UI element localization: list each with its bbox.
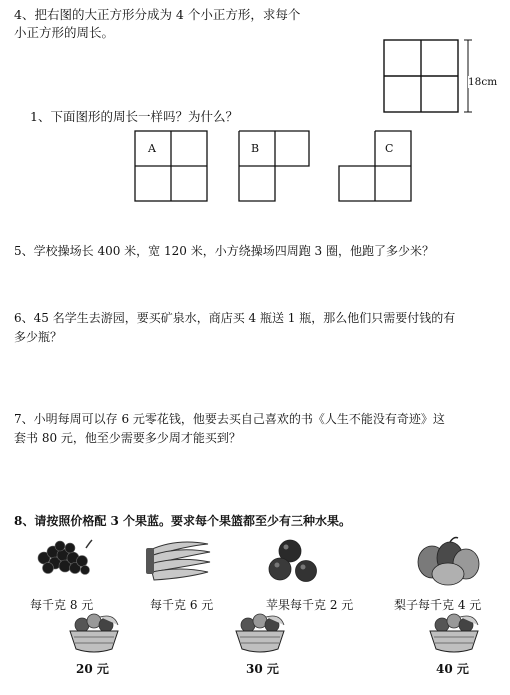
basket-price-30: 30 元 xyxy=(246,662,279,676)
question-1-text: 1、下面图形的周长一样吗？为什么？ xyxy=(30,109,238,124)
question-6-line-1: 6、45 名学生去游园，要买矿泉水，商店买 4 瓶送 1 瓶，那么他们只需要付钱的有 xyxy=(14,311,456,325)
question-4-line-1: 4、把右图的大正方形分成为 4 个小正方形，求每个 xyxy=(14,7,301,22)
dimension-label: 18cm xyxy=(468,76,498,88)
question-5-text: 5、学校操场长 400 米，宽 120 米，小方绕操场四周跑 3 圈，他跑了多少米？ xyxy=(14,244,434,258)
question-7-line-1: 7、小明每周可以存 6 元零花钱，他要去买自己喜欢的书《人生不能没有奇迹》这 xyxy=(14,412,445,426)
basket-price-20: 20 元 xyxy=(76,662,109,676)
pears-icon xyxy=(414,534,482,586)
question-7-line-2: 套书 80 元，他至少需要多少周才能买到？ xyxy=(14,431,241,445)
figure-b-label: B xyxy=(251,142,260,155)
fruit-basket-icon xyxy=(426,611,482,655)
question-4-line-2: 小正方形的周长。 xyxy=(14,25,115,40)
question-6-line-2: 多少瓶？ xyxy=(14,330,63,344)
figure-a-label: A xyxy=(148,142,156,155)
apples-icon xyxy=(268,538,328,582)
fruit-price-apples: 苹果每千克 2 元 xyxy=(266,598,354,612)
figure-b xyxy=(238,130,312,204)
fruit-price-bananas: 每千克 6 元 xyxy=(150,598,214,612)
question-8-text: 8、请按照价格配 3 个果蓝。要求每个果篮都至少有三种水果。 xyxy=(14,514,352,528)
figure-a xyxy=(134,130,210,204)
fruit-basket-icon xyxy=(232,611,288,655)
figure-c-label: C xyxy=(385,142,394,155)
basket-price-40: 40 元 xyxy=(436,662,469,676)
fruit-price-pears: 梨子每千克 4 元 xyxy=(394,598,482,612)
grapes-icon xyxy=(36,538,94,578)
fruit-price-grapes: 每千克 8 元 xyxy=(30,598,94,612)
bananas-icon xyxy=(146,536,214,582)
figure-c xyxy=(338,130,414,204)
fruit-basket-icon xyxy=(66,611,122,655)
